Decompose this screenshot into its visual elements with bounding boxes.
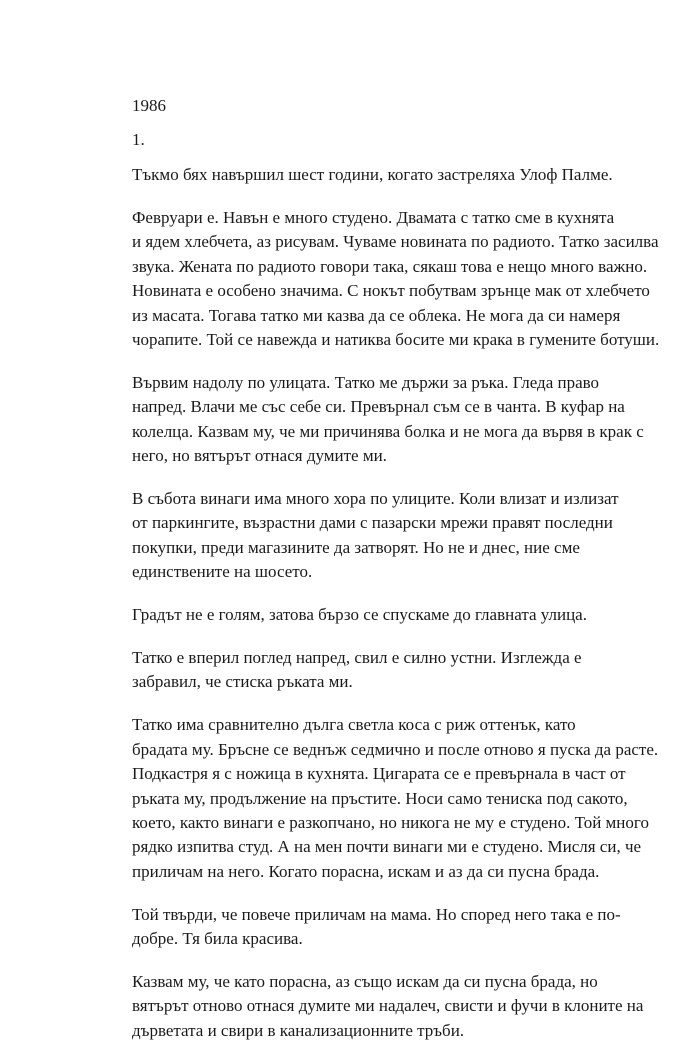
paragraph bbox=[96, 487, 618, 585]
paragraph bbox=[96, 646, 618, 695]
text-line: чорапите. Той се навежда и натиква босите ми крака в гумените ботуши. bbox=[132, 329, 660, 349]
paragraph bbox=[96, 713, 659, 884]
text-line: дърветата и свири в канализационните тръби. bbox=[132, 1020, 465, 1040]
text-line: Градът не е голям, затова бързо се спускаме до главната улица. bbox=[132, 605, 587, 625]
text-line: рядко изпитва студ. А на мен почти винаги ми е студено. Мисля си, че bbox=[132, 837, 642, 857]
text-line: покупки, преди магазините да затворят. Но не и днес, ние сме bbox=[132, 537, 580, 557]
text-line: приличам на него. Когато порасна, искам и аз да си пусна брада. bbox=[132, 861, 600, 881]
paragraph bbox=[96, 603, 618, 627]
text-line: добре. Тя била красива. bbox=[132, 929, 303, 949]
chapter-number: 1. bbox=[132, 130, 145, 149]
text-line: Татко има сравнително дълга светла коса с риж оттенък, като bbox=[132, 715, 576, 735]
body-text bbox=[96, 163, 660, 1062]
text-line: и ядем хлебчета, аз рисувам. Чуваме новината по радиото. Татко засилва bbox=[132, 232, 659, 252]
paragraph bbox=[96, 163, 618, 187]
text-line: ръката му, продължение на пръстите. Носи само тениска под сакото, bbox=[132, 788, 628, 808]
text-line: звука. Жената по радиото говори така, сякаш това е нещо много важно. bbox=[132, 256, 648, 276]
text-line: Вървим надолу по улицата. Татко ме държи за ръка. Гледа право bbox=[132, 372, 600, 392]
text-line: от паркингите, възрастни дами с пазарски мрежи правят последни bbox=[132, 513, 613, 533]
paragraph bbox=[96, 371, 644, 469]
text-line: него, но вятърът отнася думите ми. bbox=[132, 446, 387, 466]
text-line: Казвам му, че като порасна, аз също искам да си пусна брада, но bbox=[132, 971, 598, 991]
text-line: Тъкмо бях навършил шест години, когато застреляха Улоф Палме. bbox=[132, 165, 613, 184]
paragraph bbox=[96, 970, 644, 1043]
text-line: Подкастря я с ножица в кухнята. Цигарата се е превърнала в част от bbox=[132, 764, 626, 784]
text-line: забравил, че стиска ръката ми. bbox=[132, 672, 353, 692]
text-line: напред. Влачи ме със себе си. Превърнал съм се в чанта. В куфар на bbox=[132, 397, 625, 417]
text-line: брадата му. Бръсне се веднъж седмично и после отново я пуска да расте. bbox=[132, 739, 659, 759]
text-line: Татко е вперил поглед напред, свил е силно устни. Изглежда е bbox=[132, 648, 582, 667]
paragraph bbox=[96, 206, 660, 352]
text-line: колелца. Казвам му, че ми причинява болка и не мога да вървя в крак с bbox=[132, 421, 644, 441]
text-line: В събота винаги има много хора по улиците. Коли влизат и излизат bbox=[132, 488, 619, 508]
text-line: Той твърди, че повече приличам на мама. Но според него така е по- bbox=[132, 904, 621, 924]
text-line: Новината е особено значима. С нокът побутвам зрънце мак от хлебчето bbox=[132, 281, 650, 301]
text-line: из масата. Тогава татко ми казва да се облека. Не мога да си намеря bbox=[132, 305, 621, 325]
text-line: Февруари е. Навън е много студено. Двамата с татко сме в кухнята bbox=[132, 207, 615, 227]
text-line: вятърът отново отнася думите ми надалеч, свисти и фучи в клоните на bbox=[132, 996, 644, 1016]
text-line: което, както винаги е разкопчано, но никога не му е студено. Той много bbox=[132, 812, 649, 832]
paragraph bbox=[96, 903, 621, 952]
text-line: единствените на шосето. bbox=[132, 562, 313, 582]
year-heading: 1986 bbox=[132, 96, 166, 115]
